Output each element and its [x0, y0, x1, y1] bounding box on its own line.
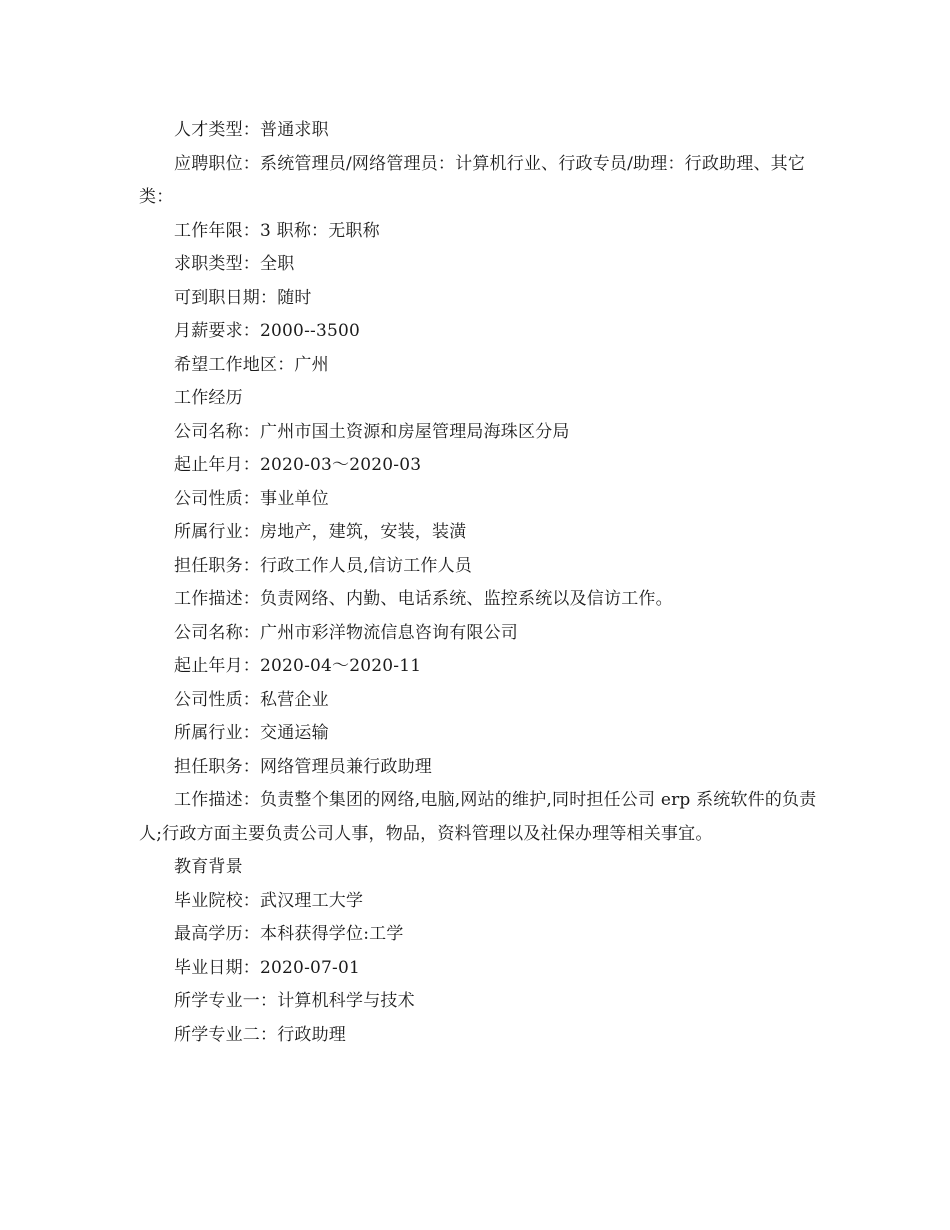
company-nature-line: 公司性质：私营企业 — [174, 689, 329, 710]
industry-line: 所属行业：房地产，建筑，安装，装潢 — [174, 522, 467, 542]
applied-position-line: 应聘职位：系统管理员/网络管理员：计算机行业、行政专员/助理：行政助理、其它类： — [139, 153, 806, 207]
major-two-line: 所学专业二：行政助理 — [174, 1024, 346, 1045]
school-line: 毕业院校：武汉理工大学 — [174, 890, 364, 911]
period-line: 起止年月：2020-04～2020-11 — [174, 656, 422, 676]
company-name-line: 公司名称：广州市国土资源和房屋管理局海珠区分局 — [174, 421, 570, 442]
job-type-line: 求职类型：全职 — [174, 254, 295, 274]
section-heading-work-experience: 工作经历 — [174, 388, 243, 408]
job-description-line: 工作描述：负责网络、内勤、电话系统、监控系统以及信访工作。 — [174, 589, 673, 609]
talent-type-line: 人才类型：普通求职 — [174, 120, 329, 140]
position-held-line: 担任职务：网络管理员兼行政助理 — [174, 756, 432, 777]
graduation-date-line: 毕业日期：2020-07-01 — [174, 957, 361, 978]
position-held-line: 担任职务：行政工作人员,信访工作人员 — [174, 555, 473, 576]
work-years-line: 工作年限：3 职称：无职称 — [174, 220, 380, 241]
section-heading-education: 教育背景 — [174, 857, 243, 877]
resume-body — [139, 114, 819, 1052]
industry-line: 所属行业：交通运输 — [174, 723, 329, 743]
major-one-line: 所学专业一：计算机科学与技术 — [174, 991, 415, 1011]
available-date-line: 可到职日期：随时 — [174, 287, 312, 308]
company-name-line: 公司名称：广州市彩洋物流信息咨询有限公司 — [174, 622, 518, 643]
job-description-line: 工作描述：负责整个集团的网络,电脑,网站的维护,同时担任公司 erp 系统软件的负责人;行政方面主要负责公司人事，物品，资料管理以及社保办理等相关事宜。 — [139, 790, 817, 844]
company-nature-line: 公司性质：事业单位 — [174, 488, 329, 509]
degree-line: 最高学历：本科获得学位:工学 — [174, 924, 404, 944]
period-line: 起止年月：2020-03～2020-03 — [174, 455, 422, 475]
work-area-line: 希望工作地区：广州 — [174, 354, 329, 375]
salary-line: 月薪要求：2000--3500 — [174, 321, 361, 341]
